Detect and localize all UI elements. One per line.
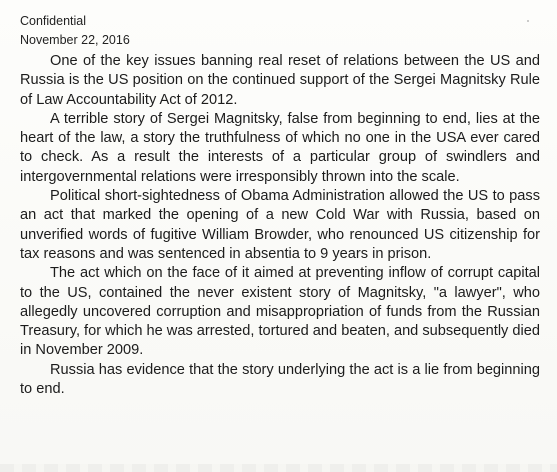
paragraph-1: One of the key issues banning real reset of relations between the US and Russia is the US position on the continued support of the Sergei Magnitsky Rule of Law Accountability Act of 2012. xyxy=(20,53,540,108)
scan-speck xyxy=(527,20,529,22)
paragraph-5: Russia has evidence that the story underlying the act is a lie from beginning to end. xyxy=(20,361,540,398)
classification-label: Confidential xyxy=(20,14,87,28)
document-body xyxy=(20,52,540,399)
paragraph-3: Political short-sightedness of Obama Administration allowed the US to pass an act that marked the opening of a new Cold War with Russia, based on unverified words of fugitive William Browder, who renounced US citizenship for tax reasons and was sentenced in absentia to 9 years in prison. xyxy=(20,188,540,262)
paragraph-2: A terrible story of Sergei Magnitsky, false from beginning to end, lies at the heart of the law, a story the truthfulness of which no one in the USA ever cared to check. As a result the interests of a particular group of swindlers and intergovernmental relations were irresponsibly thrown into the scale. xyxy=(20,110,540,185)
paragraph-4: The act which on the face of it aimed at preventing inflow of corrupt capital to the US, contained the never existent story of Magnitsky, "a lawyer", who allegedly uncovered corruption and misappropriation of funds from the Russian Treasury, for which he was arrested, tortured and beaten, and subsequently died in November 2009. xyxy=(20,265,541,359)
scan-edge xyxy=(0,464,557,472)
document-header xyxy=(20,12,130,50)
document-date: November 22, 2016 xyxy=(20,33,130,47)
